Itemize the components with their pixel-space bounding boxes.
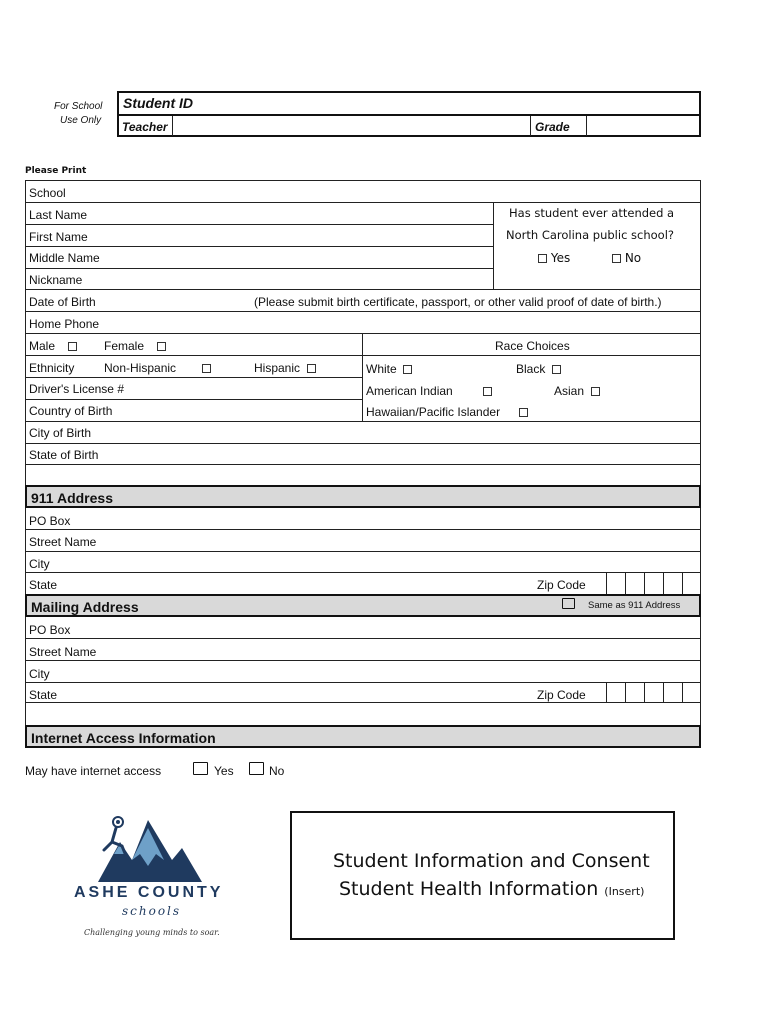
document-title-insert: (Insert) (604, 885, 645, 898)
address-911-zip-label: Zip Code (537, 578, 586, 592)
address-911-street-input[interactable] (105, 531, 698, 550)
mountain-logo-icon (70, 810, 230, 890)
dob-input[interactable] (105, 291, 245, 310)
checkbox-icon[interactable] (538, 254, 547, 263)
first-name-input[interactable] (100, 226, 490, 245)
logo-tagline: Challenging young minds to soar. (84, 928, 220, 937)
state-of-birth-input[interactable] (105, 445, 698, 464)
student-id-label: Student ID (123, 95, 193, 111)
attended-yes-option[interactable]: Yes (538, 251, 570, 265)
address-911-city-label: City (29, 557, 50, 571)
american-indian-checkbox-icon[interactable] (483, 387, 492, 396)
internet-access-question: May have internet access (25, 764, 162, 778)
white-option[interactable]: White (366, 362, 412, 376)
city-of-birth-input[interactable] (100, 423, 698, 442)
address-911-city-input[interactable] (60, 553, 698, 571)
attended-question-line1: Has student ever attended a (509, 206, 675, 220)
internet-access-title: Internet Access Information (31, 730, 216, 746)
internet-no-label: No (269, 764, 285, 778)
address-911-po-box-input[interactable] (80, 510, 698, 528)
grade-label: Grade (535, 120, 570, 134)
non-hispanic-option[interactable]: Non-Hispanic (104, 361, 177, 375)
attended-no-option[interactable]: No (612, 251, 641, 265)
document-title-box (290, 811, 675, 940)
address-911-header (25, 485, 701, 508)
mailing-po-box-input[interactable] (80, 619, 698, 637)
teacher-input[interactable] (174, 117, 529, 135)
logo-name: ASHE COUNTY (74, 884, 224, 901)
hawaiian-checkbox-icon[interactable] (519, 408, 528, 417)
checkbox-icon[interactable] (591, 387, 600, 396)
first-name-label: First Name (29, 230, 88, 244)
document-title-line2: Student Health Information (Insert) (339, 878, 645, 900)
state-of-birth-label: State of Birth (29, 448, 99, 462)
checkbox-icon[interactable] (68, 342, 77, 351)
dob-note: (Please submit birth certificate, passport, or other valid proof of date of birth.) (254, 295, 662, 309)
american-indian-option[interactable]: American Indian (366, 384, 453, 398)
address-911-zip-input[interactable] (606, 573, 701, 594)
same-as-911-label: Same as 911 Address (588, 600, 681, 611)
nickname-input[interactable] (90, 270, 490, 288)
country-of-birth-label: Country of Birth (29, 404, 113, 418)
drivers-license-label: Driver's License # (29, 382, 124, 396)
checkbox-icon[interactable] (612, 254, 621, 263)
dob-label: Date of Birth (29, 295, 96, 309)
address-911-po-box-label: PO Box (29, 514, 71, 528)
address-911-state-input[interactable] (60, 574, 520, 593)
mailing-state-input[interactable] (60, 684, 520, 702)
mailing-zip-label: Zip Code (537, 688, 586, 702)
ashe-county-logo (70, 810, 230, 945)
last-name-label: Last Name (29, 208, 88, 222)
mailing-street-input[interactable] (105, 640, 698, 659)
hispanic-option[interactable]: Hispanic (254, 361, 316, 375)
logo-sub: schools (122, 904, 182, 918)
checkbox-icon[interactable] (307, 364, 316, 373)
male-option[interactable]: Male (29, 339, 77, 353)
mailing-state-label: State (29, 688, 58, 702)
last-name-input[interactable] (100, 204, 490, 223)
document-title-line1: Student Information and Consent (333, 850, 650, 872)
checkbox-icon[interactable] (403, 365, 412, 374)
middle-name-label: Middle Name (29, 251, 100, 265)
address-911-state-label: State (29, 578, 58, 592)
mailing-city-input[interactable] (60, 662, 698, 681)
mailing-zip-input[interactable] (606, 682, 701, 703)
school-label: School (29, 186, 66, 200)
for-school-label: For School (54, 101, 103, 112)
grade-input[interactable] (588, 117, 698, 135)
hawaiian-option[interactable]: Hawaiian/Pacific Islander (366, 405, 501, 419)
mailing-city-label: City (29, 667, 50, 681)
ethnicity-label: Ethnicity (29, 361, 75, 375)
asian-option[interactable]: Asian (554, 384, 600, 398)
same-as-911-checkbox[interactable] (562, 598, 575, 609)
home-phone-input[interactable] (110, 313, 698, 332)
internet-no-checkbox[interactable] (249, 762, 264, 775)
drivers-license-input[interactable] (130, 379, 358, 398)
please-print-label: Please Print (25, 166, 87, 176)
internet-yes-label: Yes (214, 764, 234, 778)
nickname-label: Nickname (29, 273, 83, 287)
internet-access-header (25, 725, 701, 748)
teacher-label: Teacher (122, 120, 168, 134)
checkbox-icon[interactable] (552, 365, 561, 374)
address-911-title: 911 Address (31, 490, 113, 506)
attended-question-line2: North Carolina public school? (506, 228, 675, 242)
home-phone-label: Home Phone (29, 317, 100, 331)
female-option[interactable]: Female (104, 339, 166, 353)
black-option[interactable]: Black (516, 362, 561, 376)
country-of-birth-input[interactable] (120, 401, 358, 420)
mailing-street-label: Street Name (29, 645, 97, 659)
internet-yes-checkbox[interactable] (193, 762, 208, 775)
address-911-street-label: Street Name (29, 535, 97, 549)
race-choices-label: Race Choices (495, 339, 570, 353)
city-of-birth-label: City of Birth (29, 426, 92, 440)
middle-name-input[interactable] (110, 248, 490, 267)
checkbox-icon[interactable] (157, 342, 166, 351)
use-only-label: Use Only (60, 115, 102, 126)
student-id-input[interactable] (200, 93, 698, 113)
non-hispanic-checkbox-icon[interactable] (202, 364, 211, 373)
mailing-po-box-label: PO Box (29, 623, 71, 637)
school-input[interactable] (80, 182, 698, 201)
mailing-address-title: Mailing Address (31, 599, 139, 615)
